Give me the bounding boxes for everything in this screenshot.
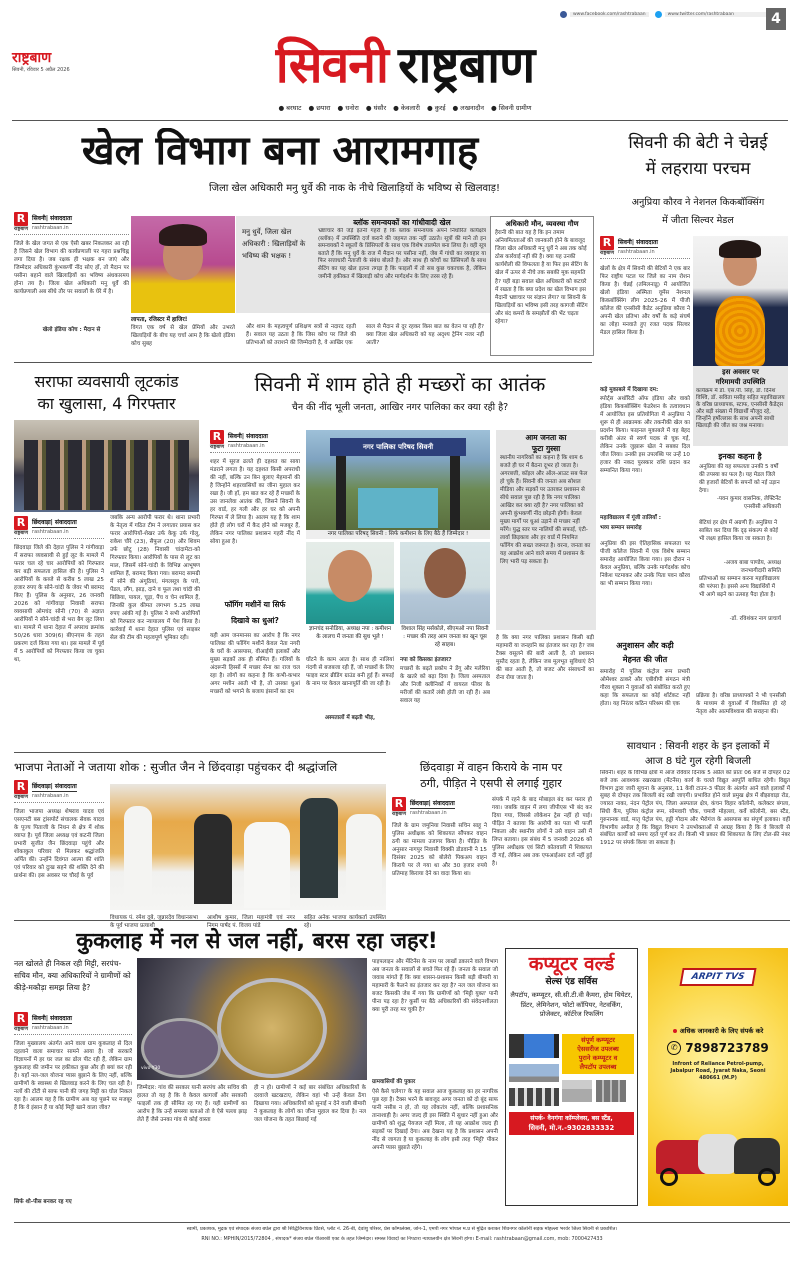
story2-quote-3: प्रतिभाओं का सम्मान करना महाविद्यालय की परंपरा है। इससे अन्य विद्यार्थियों में भी आगे बढ़ने का उत्साह पैदा होता है। (699, 576, 780, 598)
photo-watermark: vivo Y30 (141, 1066, 161, 1071)
ad-tvs-address-3: 480661 (M.P) (699, 1075, 737, 1081)
byline-site: rashtrabaan.in (410, 810, 447, 816)
story8-body-4: पाइपलाइन और मेंटिनेंस के नाम पर लाखों डकारने वाले विभाग अब जनता के सवालों से बचते फिर रहे हैं। जनता के सवाल जो जवाब मांगते हैं कि क्या शासन-प्रशासन किसी बड़ी बीमारी या महामारी के फैलने का इंतजार कर रहा है? नल जल योजना का बजट किसकी जेब में गया कि ग्रामीणों को 'मिट्टी युक्त' पानी पीना पड़ रहा है? कुर्सी पर बैठे अधिकारियों की संवेदनशीलता क्या पूरी तरह मर चुकी है? (372, 959, 498, 1013)
story4-byline (210, 428, 300, 456)
footer-line-2: RNI NO.: MPHIN/2015/72804 , संपादक* संजय बघेल पीआरबी एक्ट के तहत जिम्मेदार। समस्त विवादों का निपटारा न्यायालयीन क्षेत्र सिवनी होगा। E-mail: rashtrabaan@gmail.com, mob: 7000427433 (201, 1236, 603, 1242)
story6-headline-2: ठगी, पीड़ित ने एसपी से लगाई गुहार (420, 777, 562, 790)
story5-body-4: सहित अनेक भाजपा कार्यकर्ता उपस्थित रहे। (304, 915, 386, 929)
footer-line-1: स्वामी, प्रकाशक, मुद्रक एवं संपादक संजय बघेल द्वारा श्री सिद्धिविनायक प्रिंटर्स, प्लॉट नं. 26-बी, देवांशु परिसर, प्रेस कॉम्पलेक्स, जोन-1, एमपी नगर भोपाल म.प्र से मुद्रित कराकर शिवनगर कॉलोनी सड़क मोहल्ला भरवेर जिला सिवनी से प्रकाशित। (186, 1226, 618, 1232)
story1-quote-box (236, 216, 314, 313)
story4-subhead: चैन की नींद भूली जनता, आखिर नगर पालिका कर क्या रही है? (291, 402, 509, 413)
story4-caption-cmo: विशाल सिंह मर्सकोले, सीएमओ नपा सिवनी : मच्छर की तरह आम जनता का खून चूस रहे साहब। (400, 625, 490, 651)
ad-offer-2a: पुराने कम्प्यूटर व (578, 1054, 618, 1062)
story1-side-text: हैरानी की बात यह है कि इन तमाम अनियमितताओं की जानकारी होने के बावजूद जिला खेल अधिकारी मनु धुर्वे ने अब तक कोई ठोस कार्रवाई नहीं की है। क्या यह उनकी कार्यशैली की विफलता है या फिर इस सेटिंग के खेल में ऊपर से नीचे तक सबकी मूक सहमति है? यही बड़ा सवाल खेल अधिकारी को कटघरे में रखता है कि क्या प्रदेश का खेल विभाग इस मैदानी भ्रष्टाचार पर संज्ञान लेगा? या सिवनी के खिलाड़ियों का भविष्य इसी तरह कागजी सेटिंग और बंद कमरों के समझौतों की भेंट चढ़ता रहेगा? (495, 230, 589, 326)
story3-photo (14, 420, 199, 512)
byline-place: छिंदवाड़ा| संवाददाता (32, 783, 77, 790)
story8-headline: कुकलाह में नल से जल नहीं, बरस रहा जहर! (76, 929, 438, 954)
story4-body-1: शहर में सूरज ढलते ही दहशत का साया मंडराने लगता है। यह दहशत किसी अपराधी की नहीं, बल्कि उन बिन बुलाए मेहमानों की है जिन्होंने शहरवासियों का जीना मुहाल कर रखा है। जी हाँ, हम बात कर रहे हैं मच्छरों के उस जानलेवा आतंक की, जिसने सिवनी के हर वार्ड, हर गली और हर घर को अपनी गिरफ्त में ले लिया है। आलम यह है कि शाम होते ही लोग घरों में कैद होने को मजबूर हैं, लेकिन नगर पालिका प्रशासन गहरी नींद में सोया हुआ है। (210, 459, 300, 545)
story2-quote-1: अनुप्रिया की यह सफलता उनकी 5 वर्षों की तपस्या का फल है। यह मेडल जिले की हजारों बेटियों के सपनों को नई उड़ान देगा। (699, 464, 780, 494)
story5-body-1: जिला भाजपा अध्यक्ष शेषराव यादव एवं एसएनटी बस ट्रांसपोर्ट संचालक सेवक यादव के पूज्य पिताजी के निधन से क्षेत्र में शोक व्याप्त है। पूर्व जिला अध्यक्ष एवं कटनी जिला प्रभारी सुजीत जैन छिंदवाड़ा पहुंचे और शोकाकुल परिवार से मिलकर श्रद्धांजलि अर्पित की। उन्होंने दिवंगत आत्मा की शांति एवं परिवार को दुःख सहने की शक्ति देने की प्रार्थना की। इस अवसर पर चौरई के पूर्व (14, 809, 104, 879)
ad-computer-contact (509, 1112, 634, 1135)
story5-photo (110, 784, 386, 910)
story1-photo (131, 216, 235, 313)
story4-caption-president: ज्ञानचंद सनोडिया, अध्यक्ष नपा : कमीशन के लालच में जनता की सुध भूले ! (306, 625, 394, 651)
nagarpalika-sign: नगर पालिका परिषद सिवनी (330, 438, 466, 456)
region-link[interactable]: ● लखनादौन (452, 104, 485, 112)
byline-brand: राष्ट्रबाण (600, 250, 615, 256)
story1-body-col3: और शाम के महत्वपूर्ण प्रशिक्षण सत्रों से नदारद रहती हैं। सवाल यह उठता है कि जिस कोच पर जिले की प्रतिभाओं को तराशने की जिम्मेदारी है, वे आखिर एक (246, 324, 356, 346)
story6-byline (392, 795, 487, 817)
masthead (205, 28, 605, 98)
story3-headline-2: का खुलासा, 4 गिरफ्तार (37, 394, 176, 413)
story6-headline-1: छिंदवाड़ा में वाहन किराये के नाम पर (419, 761, 563, 774)
story1-box-title: ब्लॉक समन्वयकों का गांधीवादी खेल (353, 218, 451, 227)
speaker-icon (596, 1080, 626, 1102)
story4-box-text: स्थानीय नागरिकों का कहना है कि शाम 6 बजते ही घर में बैठना दूभर हो जाता है। अगरबत्ती, कॉइल और ऑल-आउट सब फेल हो चुके हैं। सिवनी की जनता अब सोशल मीडिया और सड़कों पर उतरकर प्रशासन से सीधे सवाल पूछ रही है कि नगर पालिका आखिर कर क्या रही है? नगर पालिका को अपनी कुंभकर्णी नींद छोड़नी होगी। केवल मुख्य मार्गों पर धुआं उड़ाने से मच्छर नहीं मरेंगे। युद्ध स्तर पर नालियों की सफाई, एंटी-लार्वा छिड़काव और हर वार्ड में नियमित फॉगिंग की सख्त जरूरत है। वरना, जनता का यह आक्रोश आने वाले समय में प्रशासन के लिए भारी पड़ सकता है। (500, 455, 591, 565)
story4-headline: सिवनी में शाम होते ही मच्छरों का आतंक (254, 372, 546, 396)
story1-side-title: अधिकारी मौन, व्यवस्था गौण (505, 220, 579, 228)
byline-place: छिंदवाड़ा| संवाददाता (32, 519, 77, 526)
byline-place: सिवनी| संवाददाता (618, 239, 658, 246)
story2-sub-3a: अनुशासन और कड़ी (616, 641, 674, 650)
story2-sub-2: महाविद्यालय में गूंजी तालियाँ : (600, 515, 662, 521)
byline-place: सिवनी| संवाददाता (32, 1015, 72, 1022)
story2-body-3: अनुप्रिया की इस ऐतिहासिक सफलता पर पीजी कॉलेज सिवनी में एक विशेष सम्मान समारोह आयोजित किया गया। इस दौरान न केवल अनुप्रिया, बल्कि उनके मार्गदर्शक कोच निकेश पटमाकर और उनके पिता पवन कौरव का भी सम्मान किया गया। (600, 541, 690, 587)
story2-body-1: खेलों के क्षेत्र में सिवनी की बेटियों ने एक बार फिर राष्ट्रीय पटल पर जिले का नाम रोशन किया है। चेन्नई (तमिलनाडु) में आयोजित खेलो इंडिया अस्मिता वूमेंस नेशनल किकबॉक्सिंग लीग 2025-26 में पीजी कॉलेज की एनसीसी कैडेट अनुप्रिया कौरव ने अपनी खेल प्रतिभा और वर्षों के कड़े संघर्ष का लोहा मनवाते हुए रजत पदक सिल्वर मेडल हासिल किया है। (600, 266, 690, 336)
story4-sub-1b: दिखावे का धुआं? (231, 616, 279, 625)
region-link[interactable]: ● घंसौर (365, 104, 387, 112)
story4-box (496, 430, 596, 630)
region-link[interactable]: ● धनोरा (337, 104, 359, 112)
story8-body-3: ही न हो। ग्रामीणों ने कई बार संबंधित अधिकारियों के दरवाजे खटखटाए, लेकिन वहां भी उन्हें केवल ठेंगा दिखाया गया। अधिकारियों को सुनाई न देने वाली बीमारी ने कुकलाह के लोगों का जीना मुहाल कर दिया है। नल जल योजना के तहत बिछाई गई (254, 1085, 366, 1123)
story2-quote-box (696, 449, 784, 689)
story2-headline-1: सिवनी की बेटी ने चेन्नई (628, 133, 768, 153)
story1-body-col1-sub: खेलो इंडिया कोच : मैदान से (42, 327, 101, 333)
story4-body-4: मच्छरों के बढ़ते प्रकोप ने डेंगू और मलेरिया के खतरे को बढ़ा दिया है। जिला अस्पताल और निजी क्लीनिकों में वायरल फीवर के मरीजों की कतारें लंबी होती जा रही हैं। अब सवाल यह (400, 666, 490, 704)
desktop-icon (509, 1034, 559, 1058)
byline-brand: राष्ट्रबाण (210, 444, 225, 450)
story2-sub-1: कड़े मुकाबले में दिखाया दम: (600, 387, 659, 393)
masthead-black: राष्ट्रबाण (398, 36, 535, 94)
story2-quote-2: बेटियां हर क्षेत्र में अग्रणी हैं। अनुप्रिया ने साबित कर दिया कि दृढ़ संकल्प से कोई भी लक्ष्य हासिल किया जा सकता है। (699, 520, 778, 542)
story1-block-box (314, 216, 490, 313)
region-nav (200, 103, 610, 115)
ad-contact-1: संपर्क- वैनगंगा कॉम्प्लेक्स, बस स्टैंड, (530, 1115, 613, 1122)
ad-offer-2b: लैपटॉप उपलब्ध (579, 1063, 617, 1071)
story3-headline-1: सराफा व्यवसायी लूटकांड (34, 372, 179, 391)
byline-brand: राष्ट्रबाण (392, 811, 407, 817)
byline-site: rashtrabaan.in (32, 529, 69, 535)
story4-sub-2: अस्पतालों में बढ़ती भीड़, (324, 715, 376, 721)
facebook-icon (560, 11, 567, 18)
ad-offer-1b: ऐससरीज उपलब्ध (577, 1045, 619, 1053)
story4-photo-president (306, 542, 394, 624)
brand-r-logo: R (14, 780, 28, 794)
brand-r-logo: R (14, 212, 28, 226)
story6-body-2: संपर्क में रहने के बाद मोबाइल बंद कर फरार हो गया। जबकि वाहन में लगा जीपीएस भी बंद कर दिया गया, जिससे लोकेशन ट्रेस नहीं हो पाई। पीड़ित ने बताया कि आरोपी का पता भी फर्जी निकला और स्थानीय लोगों ने उसे वाहन उसी में लिप्त बताया। इस संबंध में 5 जनवरी 2026 को पुलिस अधीक्षक एवं सिटी कोतवाली में शिकायत दी गई, लेकिन अब तक एफआईआर दर्ज नहीं हुई है। (492, 797, 592, 867)
story8-byline (14, 1010, 132, 1038)
ad-tvs-address-2: Jabalpur Road, Jyarat Naka, Seoni (670, 1068, 766, 1074)
story5-body-3: आशीष कुमार, जिला महामंत्री एवं नगर निगम पार्षद पं. विजय पांडे (207, 915, 295, 929)
story8-body-1: जिला मुख्यालय अंतर्गत आने वाला ग्राम कुकलाह से दिल दहलाने वाला समाचार सामने आया है। जो सरकारें विज्ञापनों में हर घर जल का ढोल पीट रही हैं, लेकिन ग्राम कुकलाह की जमीन पर हकीकत कुछ और ही बयां कर रही है। यहाँ नल-जल योजना प्यास बुझाने के लिए नहीं, बल्कि ग्रामीणों के स्वास्थ्य से खिलवाड़ करने के लिए चल रही है। नलों की टोंटी से साफ पानी की जगह मिट्टी का घोल निकल रहा है। आलम यह है कि ग्रामीण अब यह पूछने पर मजबूर हैं कि वे इंसान हैं या कोई मिट्टी खाने वाला जीव? (14, 1041, 132, 1111)
story4-body-5: है कि क्या नगर पालिका प्रशासन किसी बड़ी महामारी या जनहानि का इंतजार कर रहा है? जब टैक्स वसूलने की बारी आती है, तो प्रशासन मुस्तैद रहता है, लेकिन जब मूलभूत सुविधाएं देने की बात आती है, तो बजट और संसाधनों का रोना रोया जाता है। (496, 635, 594, 681)
ad-tvs-info (652, 1026, 784, 1035)
story4-box-title-2: फूटा गुस्सा (531, 444, 561, 453)
ad-offer-1a: संपूर्ण कम्प्यूटर (581, 1036, 615, 1044)
story2-subhead-1: अनुप्रिया कौरव ने नेशनल किकबॉक्सिंग (631, 197, 765, 208)
story7-headline-1: सावधान : सिवनी शहर के इन इलाकों में (626, 741, 770, 752)
story1-body-col1: जिले के खेल जगत से एक ऐसी खबर निकलकर आ रही है जिसने खेल विभाग की कार्यप्रणाली पर गहरा प्रश्नचिह्न लगा दिया है। जब रक्षक ही भक्षक बन जाएं और जिम्मेदार अधिकारी कुंभकर्णी नींद सोए हों, तो मैदान पर पसीना बहाने वाले खिलाड़ियों का भविष्य अंधकारमय होना तय है। जिला खेल अधिकारी मनु धुर्वे की कार्यप्रणाली अब सीधे तौर पर सवालों के घेरे में है। (14, 241, 129, 295)
motorcycle-images (656, 1128, 780, 1188)
story7-headline-2: आज 8 घंटे गुल रहेगी बिजली (645, 756, 751, 767)
story4-photo-caption: नगर पालिका परिषद् सिवनी : सिर्फ कमीशन के लिए बैठे हैं जिम्मेदार ! (306, 530, 490, 539)
ad-tvs-phone[interactable]: 7898723789 (685, 1041, 769, 1055)
story5-body-2: विधायक पं. रमेश दुबे, जुन्नारदेव विधानसभा के पूर्व भाजपा प्रत्याशी (110, 915, 198, 929)
dateline: सिवनी, रविवार 5 अप्रैल 2026 (12, 67, 70, 73)
byline-brand: राष्ट्रबाण (14, 530, 29, 536)
laptop-icon (509, 1064, 559, 1082)
story4-sub-3: नपा को किसका इंतजार? (400, 657, 452, 663)
byline-brand: राष्ट्रबाण (14, 794, 29, 800)
story4-body-3: घोंटने के काम आता है। साथ ही नालियां गंदगी से बजबजा रही हैं, जो मच्छरों के लिए फाइव स्टार ब्रीडिंग ग्राउंड बनी हुई हैं। सफाई के नाम पर केवल खानापूर्ति की जा रही है। (306, 657, 394, 687)
story2-quote-title: इनका कहना है (718, 452, 762, 461)
story1-box-text: भ्रष्टाचार की जड़ें इतनी गहरी है कि ब्लॉक समन्वयक अपने निर्धारित कार्यक्षेत्र (ब्लॉक) में उपस्थिति दर्ज कराने की जहमत तक नहीं उठाते। सूत्रों की माने तो इन समन्वयकों ने स्कूलों के प्रिंसिपलों के साथ एक विशेष तालमेल बना लिया है। वही सूत्र बताते हैं कि मनु धुर्वे के राज में मैदान पर पसीना नहीं, जेब में गांधी का व्यवहार या फिर सत्ताधारी नेताजी के संबंध बोलते है। और साथ ही कोचों का प्रिंसिपलों के साथ सेटिंग का यह खेल इतना तगड़ा है कि फाइलों में तो सब कुछ चकाचक है, लेकिन जमीनी हकीकत में खिलाड़ी कोच और मार्गदर्शन के लिए तरस रहे हैं। (318, 228, 486, 280)
story2-headline-2: में लहराया परचम (645, 159, 751, 179)
social-bar (560, 8, 770, 20)
story2-body-5: प्रक्रिया है। वरिष्ठ प्राध्यापकों ने भी एनसीसी के माध्यम से युवाओं में विकसित हो रहे नेतृत्व और आत्मविश्वास की सराहना की। (696, 693, 786, 715)
story8-body-1-sub: सिर्फ शो-पीस बनकर रह गए (14, 1199, 72, 1205)
story1-body-col4: साल से मैदान से दूर रहकर किस बात का वेतन पा रही हैं? क्या जिला खेल अधिकारी को यह अदृश्य ट्रेनिंग नजर नहीं आती? (366, 324, 484, 346)
ad-computer-services: लैपटॉप, कम्प्यूटर, सी.सी.टी.वी कैमरा, होम थियेटर, प्रिंटर, लेमिनेशन, फोटो कॉपियर, नेटवर्किंग, प्रोजेक्टर, कॉर्टरेज रिफलिंग (510, 991, 633, 1018)
region-link[interactable]: ● बरघाट (278, 104, 302, 112)
story2-byline (600, 234, 690, 262)
ad-tvs-address-1: Infront of Reliance Petrol-pump, (672, 1061, 764, 1067)
story8-body-2: जिम्मेदार: गांव की सरकार यानी सरपंच और सचिव की हालत तो यह है कि वे केवल कागजों और सरकारी फाइलों तक ही सीमित रह गए हैं। यही ग्रामीणों का आरोप है कि उन्हें समस्या बताओ तो वे ऐसे पल्ला झाड़ लेते हैं जैसे उनका गांव से कोई वास्ता (137, 1085, 247, 1123)
brand-r-logo: R (392, 797, 406, 811)
phone-icon: ✆ (667, 1041, 681, 1055)
byline-site: rashtrabaan.in (32, 1025, 69, 1031)
byline-brand: राष्ट्रबाण (14, 226, 29, 232)
story4-sub-1a: फॉगिंग मशीनें या सिर्फ (224, 600, 286, 609)
brand-r-logo: R (210, 430, 224, 444)
story2-body-4: समारोह में पुलिस कंट्रोल रूम प्रभारी ओमेश्वर ठाकरे और एबीवीपी संगठन मंत्री गौरव शुक्ला ने युवाओं को संबोधित करते हुए कहा कि सफलता का कोई शॉर्टकट नहीं होता। यह निरंतर कठिन परिश्रम की एक (600, 669, 690, 707)
ad-tvs-brand: ARPIT TVS (679, 968, 756, 986)
story4-box-title-1: आम जनता का (525, 433, 567, 442)
ad-tvs-info-text: अधिक जानकारी के लिए संपर्क करे (679, 1027, 764, 1035)
brand-r-logo: R (600, 236, 614, 250)
story3-body-1: छिंदवाड़ा जिले की देहात पुलिस ने गांगीवाड़ा में सराफा व्यवसायी से हुई लूट के मामले में फरार चल रहे चार आरोपियों को गिरफ्तार कर बड़ी सफलता हासिल की है। पुलिस ने आरोपियों के कब्जे से करीब 5 लाख 25 हजार रुपए के सोने-चांदी के जेवर भी बरामद किए हैं। पुलिस के अनुसार, 26 जनवरी 2026 को गांगीवाड़ा निवासी सराफा व्यवसायी ओमचंद सोनी (70) से अज्ञात आरोपियों ने सोने-चांदी से भरा बैग लूट लिया था। मामले में थाना देहात में अपराध क्रमांक 50/26 धारा 309(6) बीएनएस के तहत प्रकरण दर्ज किया गया था। इस मामले में पूर्व में 5 आरोपियों को गिरफ्तार किया जा चुका था, (14, 545, 104, 663)
region-link[interactable]: ● कुरई (426, 104, 446, 112)
story1-photo-caption: लापता, रजिस्टर में हाजिर! (131, 317, 188, 323)
story7-body: सिवनी। शहर के विभिन्न क्षेत्रों में आज रविवार दिनांक 5 अप्रैल को प्रातः 06 बजे से दोपहर 02 बजे तक आवश्यक रखरखाव (मेंटनेंस) कार्य के चलते विद्युत आपूर्ति बाधित रहेगी। विद्युत विभाग द्वारा जारी सूचना के अनुसार, 11 केवी टाउन-3 फीडर के अंतर्गत आने वाले इलाकों में सुबह से दोपहर तक बिजली बंद रखी जाएगी। प्रभावित होने वाले प्रमुख क्षेत्र में बीझावाड़ा रोड, ज्यारत नाका, नंदन पेट्रोल पंप, जिला अस्पताल क्षेत्र, कंचन विहार कॉलोनी, कलेक्टर बंगला, सिंधी कैंप, पुलिस कंट्रोल रूम, सोमवारी चौक, चमारी मोहल्ला, कर्वे कॉलोनी, बस स्टैंड, गुरुनानक वार्ड, मातृ पेट्रोल पंप, हड्डी गोदाम और भैरोगंज के आसपास का संपूर्ण इलाका। वहीं विभागीय अपील है कि विद्युत विभाग ने उपभोक्ताओं से आग्रह किया है कि वे बिजली से संबंधित कार्यों को समय रहते पूर्ण कर लें। किसी भी प्रकार की शिकायत के लिए टोल-फ्री नंबर 1912 पर संपर्क किया जा सकता है। (600, 770, 790, 847)
region-link[interactable]: ● सिवनी ग्रामीण (491, 104, 532, 112)
story8-photo (137, 958, 367, 1080)
story2-quote-1-by: -पवन कुमार वासनिक, लेफ्टिनेंट एनसीसी अधिकारी (716, 496, 781, 510)
ad-computer-title: कप्यूटर वर्ल्ड (528, 953, 615, 975)
byline-site: rashtrabaan.in (228, 443, 265, 449)
byline-brand: राष्ट्रबाण (14, 1026, 29, 1032)
twitter-icon (655, 11, 662, 18)
story2-sub-2b: भव्य सम्मान समारोह (600, 525, 642, 531)
story4-photo-cmo (400, 542, 490, 624)
brand-small-logo: राष्ट्रबाण (12, 50, 52, 66)
cctv-icon (509, 1088, 559, 1106)
story3-byline (14, 514, 104, 542)
story2-quote-2-by: -अजय बाबा पाण्डेय, अध्यक्ष जनभागीदारी समिति (723, 560, 781, 574)
story2-subhead-2: में जीता सिल्वर मेडल (662, 215, 734, 226)
story2-photo (693, 236, 788, 366)
story4-body-2: यही आम जनमानस का आरोप है कि नगर पालिका की फॉगिंग मशीनें केवल नेता नगरी के घरों के आसपास, वीआईपी इलाकों और मुख्य सड़कों तक ही सीमित हैं। गलियों के अंदरूनी हिस्सों में मच्छर सेना का राज चल रहा है। लोगों का कहना है कि कभी-कभार अगर मशीन आती भी है, तो उसका धुआं मच्छरों को भगाने के बजाय इंसानों का दम (210, 633, 300, 695)
story1-body-col2: विगत एक वर्ष से खेल प्रेमियों और उभरते खिलाड़ियों के बीच यह चर्चा आम है कि खेलो इंडिया कोच सुबह (131, 325, 235, 347)
story6-body-1: जिले के ग्राम जमुनिया निवासी सचिन साहू ने पुलिस अधीक्षक को शिकायत सौंपकर वाहन ठगी का मामला उजागर किया है। पीड़ित के अनुसार नागपुर निवासी विक्की डोडवानी ने 15 दिसंबर 2025 को बोलेरो पिकअप वाहन किराये पर ले गया था और 30 हजार रुपये प्रतिमाह किराया देने का वादा किया था। (392, 823, 487, 877)
story2-box-title-2: गरिमामयी उपस्थिति (715, 378, 766, 386)
ad-computer-world[interactable] (505, 948, 638, 1206)
ad-contact-2: सिवनी, मो.न.-9302833332 (528, 1124, 615, 1132)
story8-body-5: ऐसे कैसे चलेगा? के यह सवाल आज कुकलाह का हर नागरिक पूछ रहा है। टैक्स भरने के बावजूद अगर जनता को दो बूंद साफ पानी नसीब न हो, तो यह लोकतंत्र नहीं, बल्कि प्रशासनिक तानाशाही है। अगर जल्द ही इस स्थिति में सुधार नहीं हुआ और ग्रामीणों को शुद्ध पेयजल नहीं मिला, तो यह आक्रोश जल्द ही सड़कों पर दिखाई देगा। अब देखना यह है कि प्रशासन अपनी नींद से जागता है या कुकलाह के लोग इसी तरह 'मिट्टी' पीकर अपनी प्यास बुझाते रहेंगे। (372, 1089, 498, 1151)
byline-site: rashtrabaan.in (32, 793, 69, 799)
byline-place: सिवनी| संवाददाता (32, 215, 72, 222)
facebook-link[interactable]: www.facebook.com/rashtrabaan (570, 12, 649, 17)
brand-r-logo: R (14, 1012, 28, 1026)
byline-site: rashtrabaan.in (32, 225, 69, 231)
printer-icon (562, 1080, 592, 1102)
story2-body-2: स्पोर्ट्स अथॉरिटी ऑफ इंडिया और वाको इंडिया किकबॉक्सिंग फेडरेशन के तत्वावधान में आयोजित इस प्रतियोगिता में अनुप्रिया ने शुरू से ही आक्रामक और तकनीकी खेल का प्रदर्शन किया। फाइनल मुकाबले में वह बेहद करीबी अंतर से स्वर्ण पदक से चूक गईं, लेकिन उनके जुझारू खेल ने सबका दिल जीत लिया। उनकी इस उपलब्धि पर उन्हें 10 हजार की नकद पुरस्कार राशि प्रदान कर सम्मानित किया गया। (600, 396, 690, 474)
twitter-link[interactable]: www.twitter.com/rashtrabaan (665, 12, 770, 17)
story1-subhead: जिला खेल अधिकारी मनु धुर्वे की नाक के नीचे खिलाड़ियों के भविष्य से खिलवाड़! (209, 183, 500, 194)
story2-box-text: कार्यक्रम में डॉ. एस.पी. सिंह, डॉ. दिनेश विश्वि, डॉ. सविता मसीह सहित महाविद्यालय के वरिष्ठ प्राध्यापक, स्टाफ, एनसीसी कैडेट्स और बड़ी संख्या में विद्यार्थी मौजूद रहे, जिन्होंने हर्षोल्लास के साथ अपनी साथी खिलाड़ी की जीत का जश्न मनाया। (696, 388, 785, 429)
region-link[interactable]: ● केवलारी (393, 104, 420, 112)
page-number: 4 (766, 8, 786, 30)
story3-body-2: जबकि अन्य आरोपी फरार थे। थाना प्रभारी के नेतृत्व में गठित टीम ने लगातार प्रयास कर फरार आरोपियों-शेखर उर्फ केकू उर्फ गोलू, राकेश चौरे (23), सैफुल (20) और शिवम उर्फ छोटू (28) निवासी चांदामेटा-को गिरफ्तार किया। आरोपियों के पास से लूट का माल, जिसमें सोने-चांदी के विभिन्न आभूषण शामिल हैं, बरामद किया गया। बरामद सामग्री में सोने की अंगूठियां, मंगलसूत्र के पत्ते, पेंडल, लौंग, झाड़, दाने व फूल तथा चांदी की बिछिया, पायल, चूड़ा, पैंच व चेन शामिल हैं, जिनकी कुल कीमत लगभग 5.25 लाख रुपए आंकी गई है। पुलिस ने सभी आरोपियों को गिरफ्तार कर न्यायालय में पेश किया है। कार्रवाई में थाना देहात पुलिस एवं साइबर सेल की टीम की महत्वपूर्ण भूमिका रही। (110, 515, 200, 641)
byline-site: rashtrabaan.in (618, 249, 655, 255)
story2-sub-3b: मेहनत की जीत (622, 655, 668, 664)
ad-arpit-tvs[interactable] (648, 948, 788, 1206)
story8-sub: ग्रामवासियों की पुकार (372, 1079, 416, 1085)
story5-byline (14, 778, 104, 806)
story2-box-title-1: इस अवसर पर (722, 368, 759, 376)
story1-headline: खेल विभाग बना आरामगाह (81, 128, 479, 174)
story2-quote-3-by: -डॉ. रविशंकर नाग प्राचार्य (729, 616, 781, 622)
byline-place: सिवनी| संवाददाता (228, 433, 268, 440)
story1-side-box (490, 216, 594, 356)
story2-box (693, 366, 788, 446)
story8-subhead: नल खोलते ही निकल रही मिट्टी, सरपंच-सचिव मौन, क्या अधिकारियों ने ग्रामीणों को कीड़े-मकौड़ा समझ लिया है? (14, 959, 131, 992)
story4-photo-nagarpalika (306, 430, 490, 530)
byline-place: छिंदवाड़ा| संवाददाता (410, 800, 455, 807)
ad-computer-tagline: सेल्स एंड सर्विस (545, 977, 598, 987)
region-link[interactable]: ● छपारा (308, 104, 331, 112)
story5-headline: भाजपा नेताओं ने जताया शोक : सुजीत जैन ने छिंदवाड़ा पहुंचकर दी श्रद्धांजलि (14, 760, 338, 774)
bullet-dot (673, 1029, 677, 1033)
story1-quote: मनु धुर्वे, जिला खेल अधिकारी : खिलाड़ियों के भविष्य की भक्षक ! (242, 228, 306, 260)
brand-r-logo: R (14, 516, 28, 530)
story1-byline (14, 210, 129, 238)
masthead-red: सिवनी (275, 36, 388, 94)
